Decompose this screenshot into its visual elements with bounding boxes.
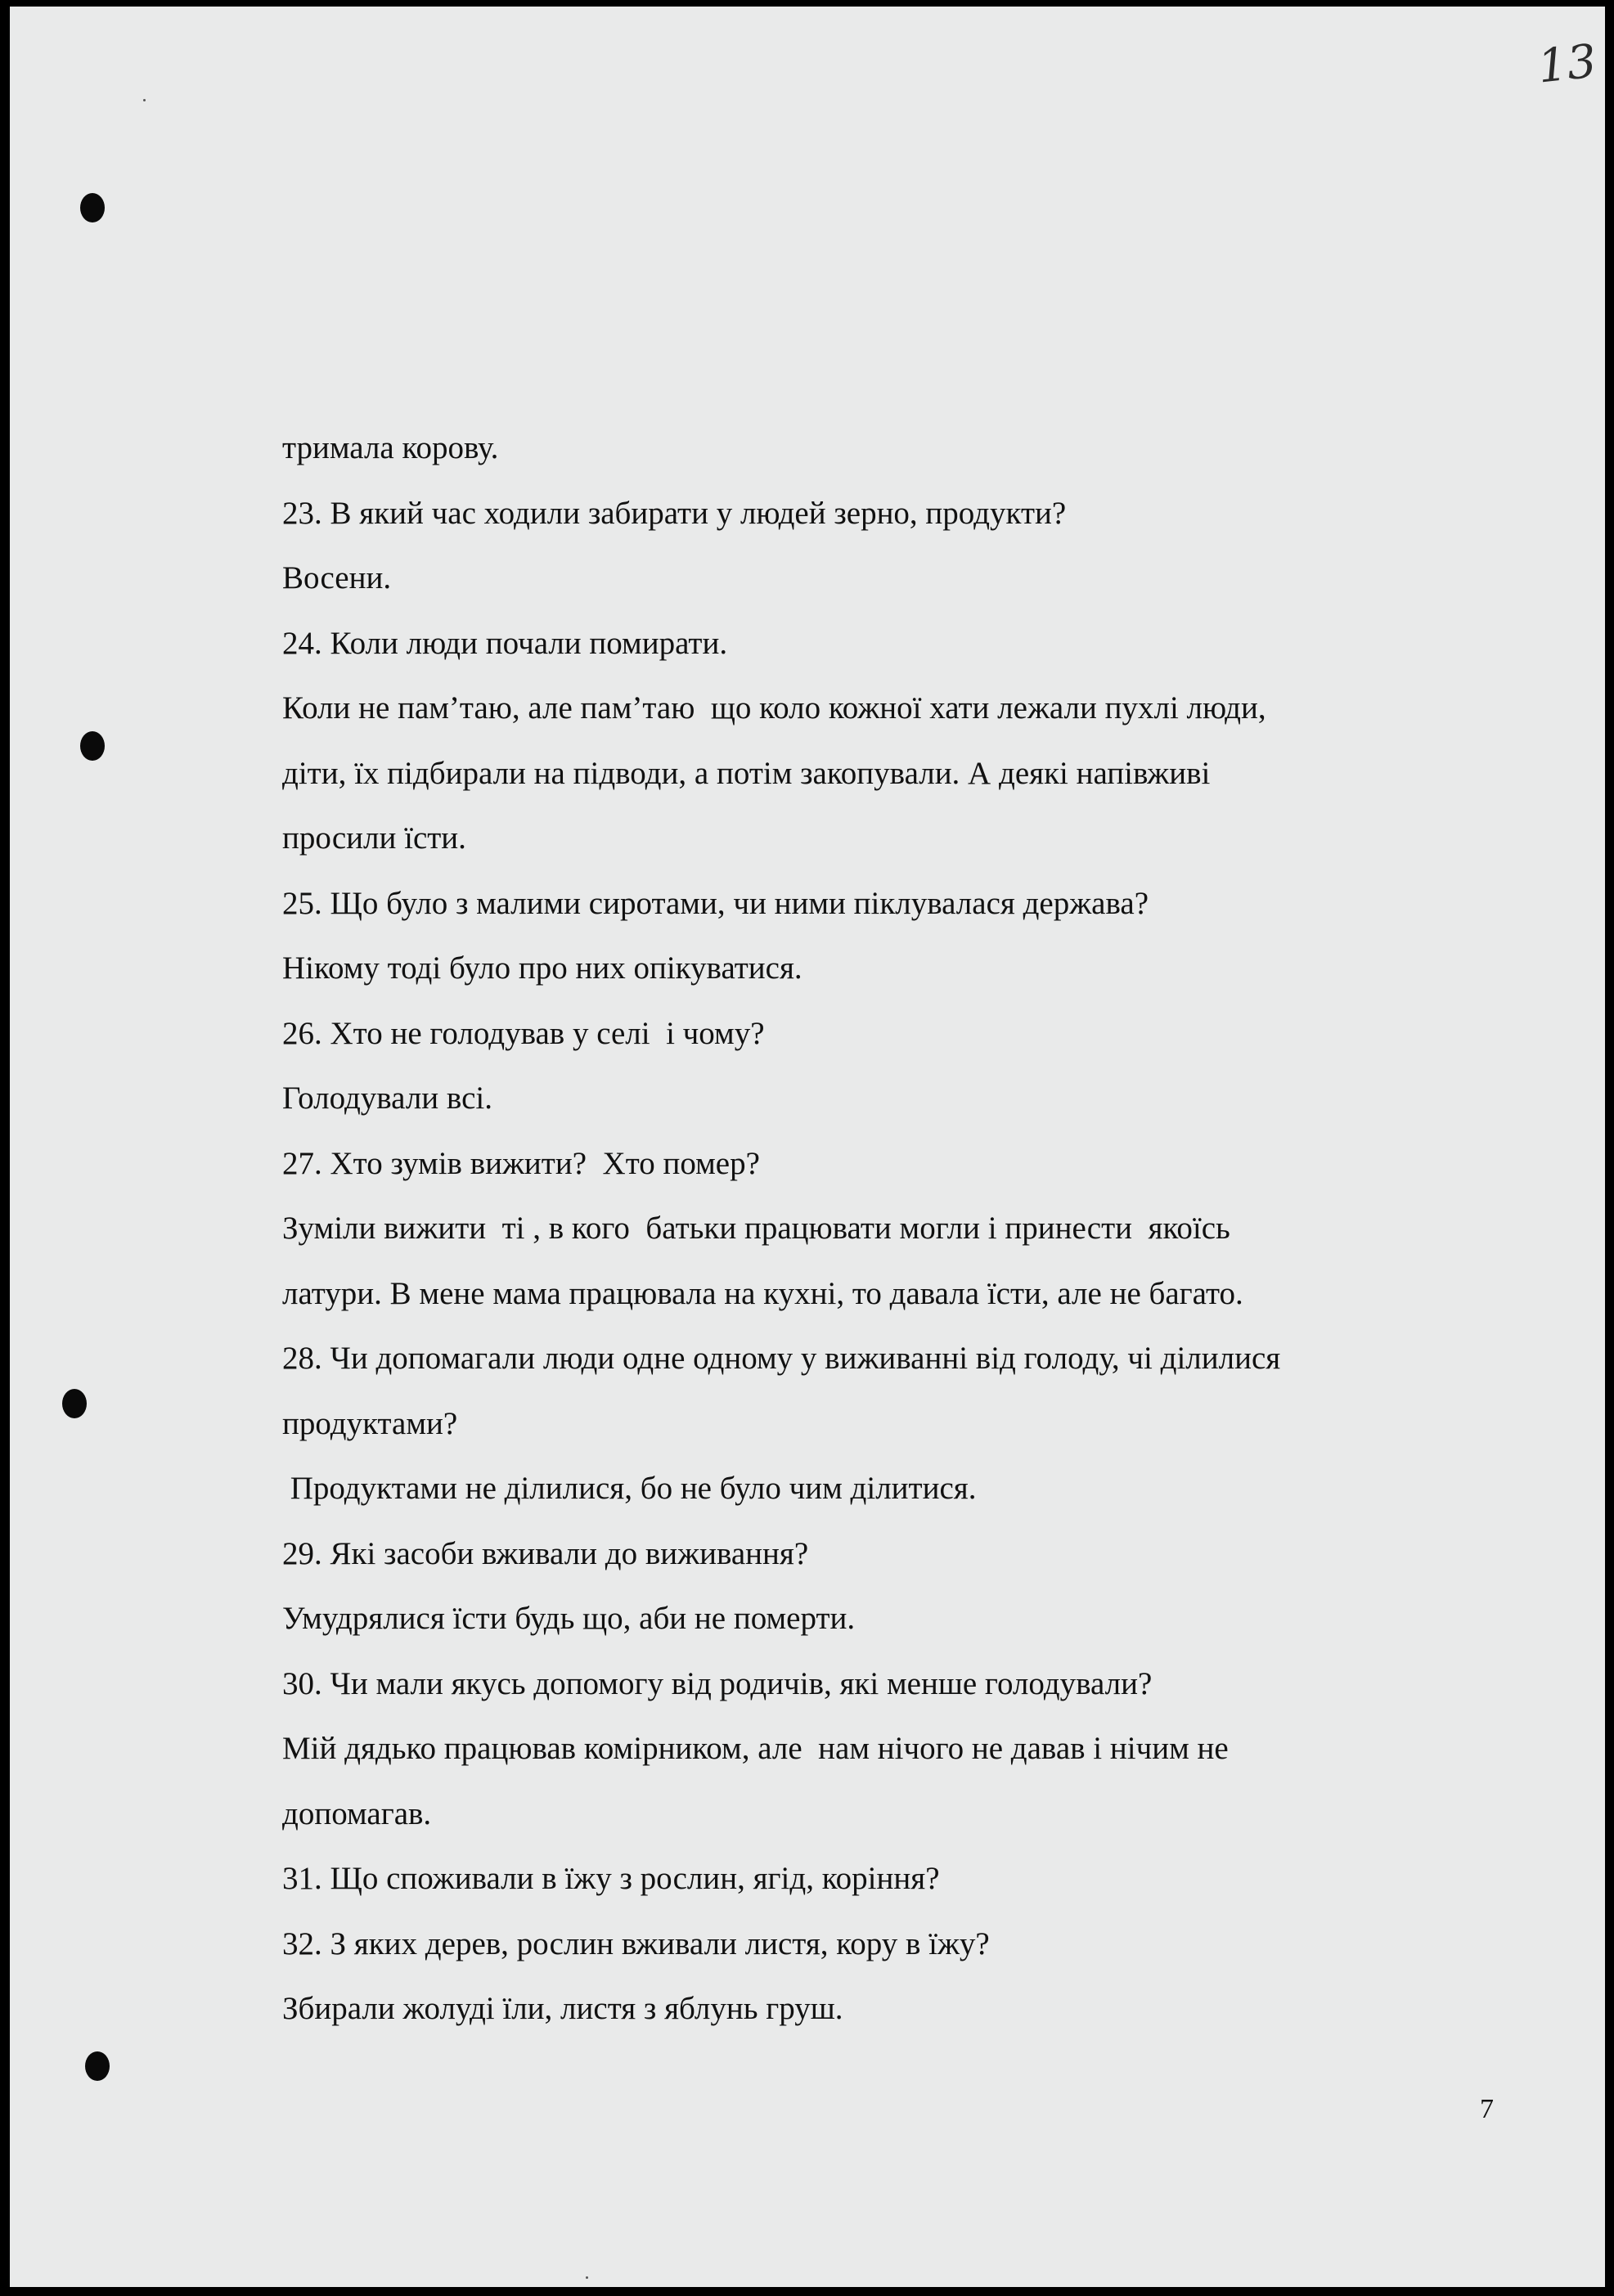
printed-page-number: 7 <box>1480 2094 1494 2124</box>
text-line: 27. Хто зумів вижити? Хто помер? <box>282 1145 760 1181</box>
text-line: Мій дядько працював комірником, але нам нічого не давав і нічим не <box>282 1731 1229 1766</box>
punch-hole-1 <box>80 193 105 222</box>
text-line: 26. Хто не голодував у селі і чому? <box>282 1015 765 1051</box>
punch-hole-2 <box>80 731 105 761</box>
text-line: 30. Чи мали якусь допомогу від родичів, які менше голодували? <box>282 1665 1153 1701</box>
text-line: Нікому тоді було про них опікуватися. <box>282 950 803 986</box>
text-line: 29. Які засоби вживали до виживання? <box>282 1535 809 1571</box>
text-line: 23. В який час ходили забирати у людей зерно, продукти? <box>282 495 1067 531</box>
paper-sheet <box>10 7 1605 2287</box>
text-line: Умудрялися їсти будь що, аби не померти. <box>282 1601 856 1636</box>
handwritten-page-number: 13 <box>1535 34 1599 94</box>
text-line: діти, їх підбирали на підводи, а потім закопували. А деякі напівживі <box>282 755 1211 791</box>
text-line: продуктами? <box>282 1405 458 1441</box>
punch-hole-3 <box>62 1389 87 1418</box>
text-line: Коли не пам’таю, але пам’таю що коло кожної хати лежали пухлі люди, <box>282 690 1266 726</box>
text-line: 28. Чи допомагали люди одне одному у виживанні від голоду, чі ділилися <box>282 1341 1281 1376</box>
text-line: Збирали жолуді їли, листя з яблунь груш. <box>282 1991 843 2026</box>
text-line: 32. З яких дерев, рослин вживали листя, кору в їжу? <box>282 1925 990 1961</box>
text-line: Зуміли вижити ті , в кого батьки працювати могли і принести якоїсь <box>282 1211 1230 1246</box>
text-line: Голодували всі. <box>282 1081 493 1116</box>
text-line: латури. В мене мама працювала на кухні, то давала їсти, але не багато. <box>282 1275 1243 1311</box>
text-line: 31. Що споживали в їжу з рослин, ягід, коріння? <box>282 1861 940 1896</box>
text-line: Продуктами не ділилися, бо не було чим ділитися. <box>282 1471 977 1506</box>
document-body <box>282 416 1493 2042</box>
punch-hole-4 <box>85 2051 110 2081</box>
text-line: просили їсти. <box>282 820 466 856</box>
speck <box>586 2276 588 2279</box>
text-line: Восени. <box>282 560 392 595</box>
text-line: тримала корову. <box>282 430 499 465</box>
speck <box>143 99 146 101</box>
text-line: допомагав. <box>282 1795 432 1831</box>
text-line: 25. Що було з малими сиротами, чи ними піклувалася держава? <box>282 885 1149 921</box>
text-line: 24. Коли люди почали помирати. <box>282 625 728 661</box>
